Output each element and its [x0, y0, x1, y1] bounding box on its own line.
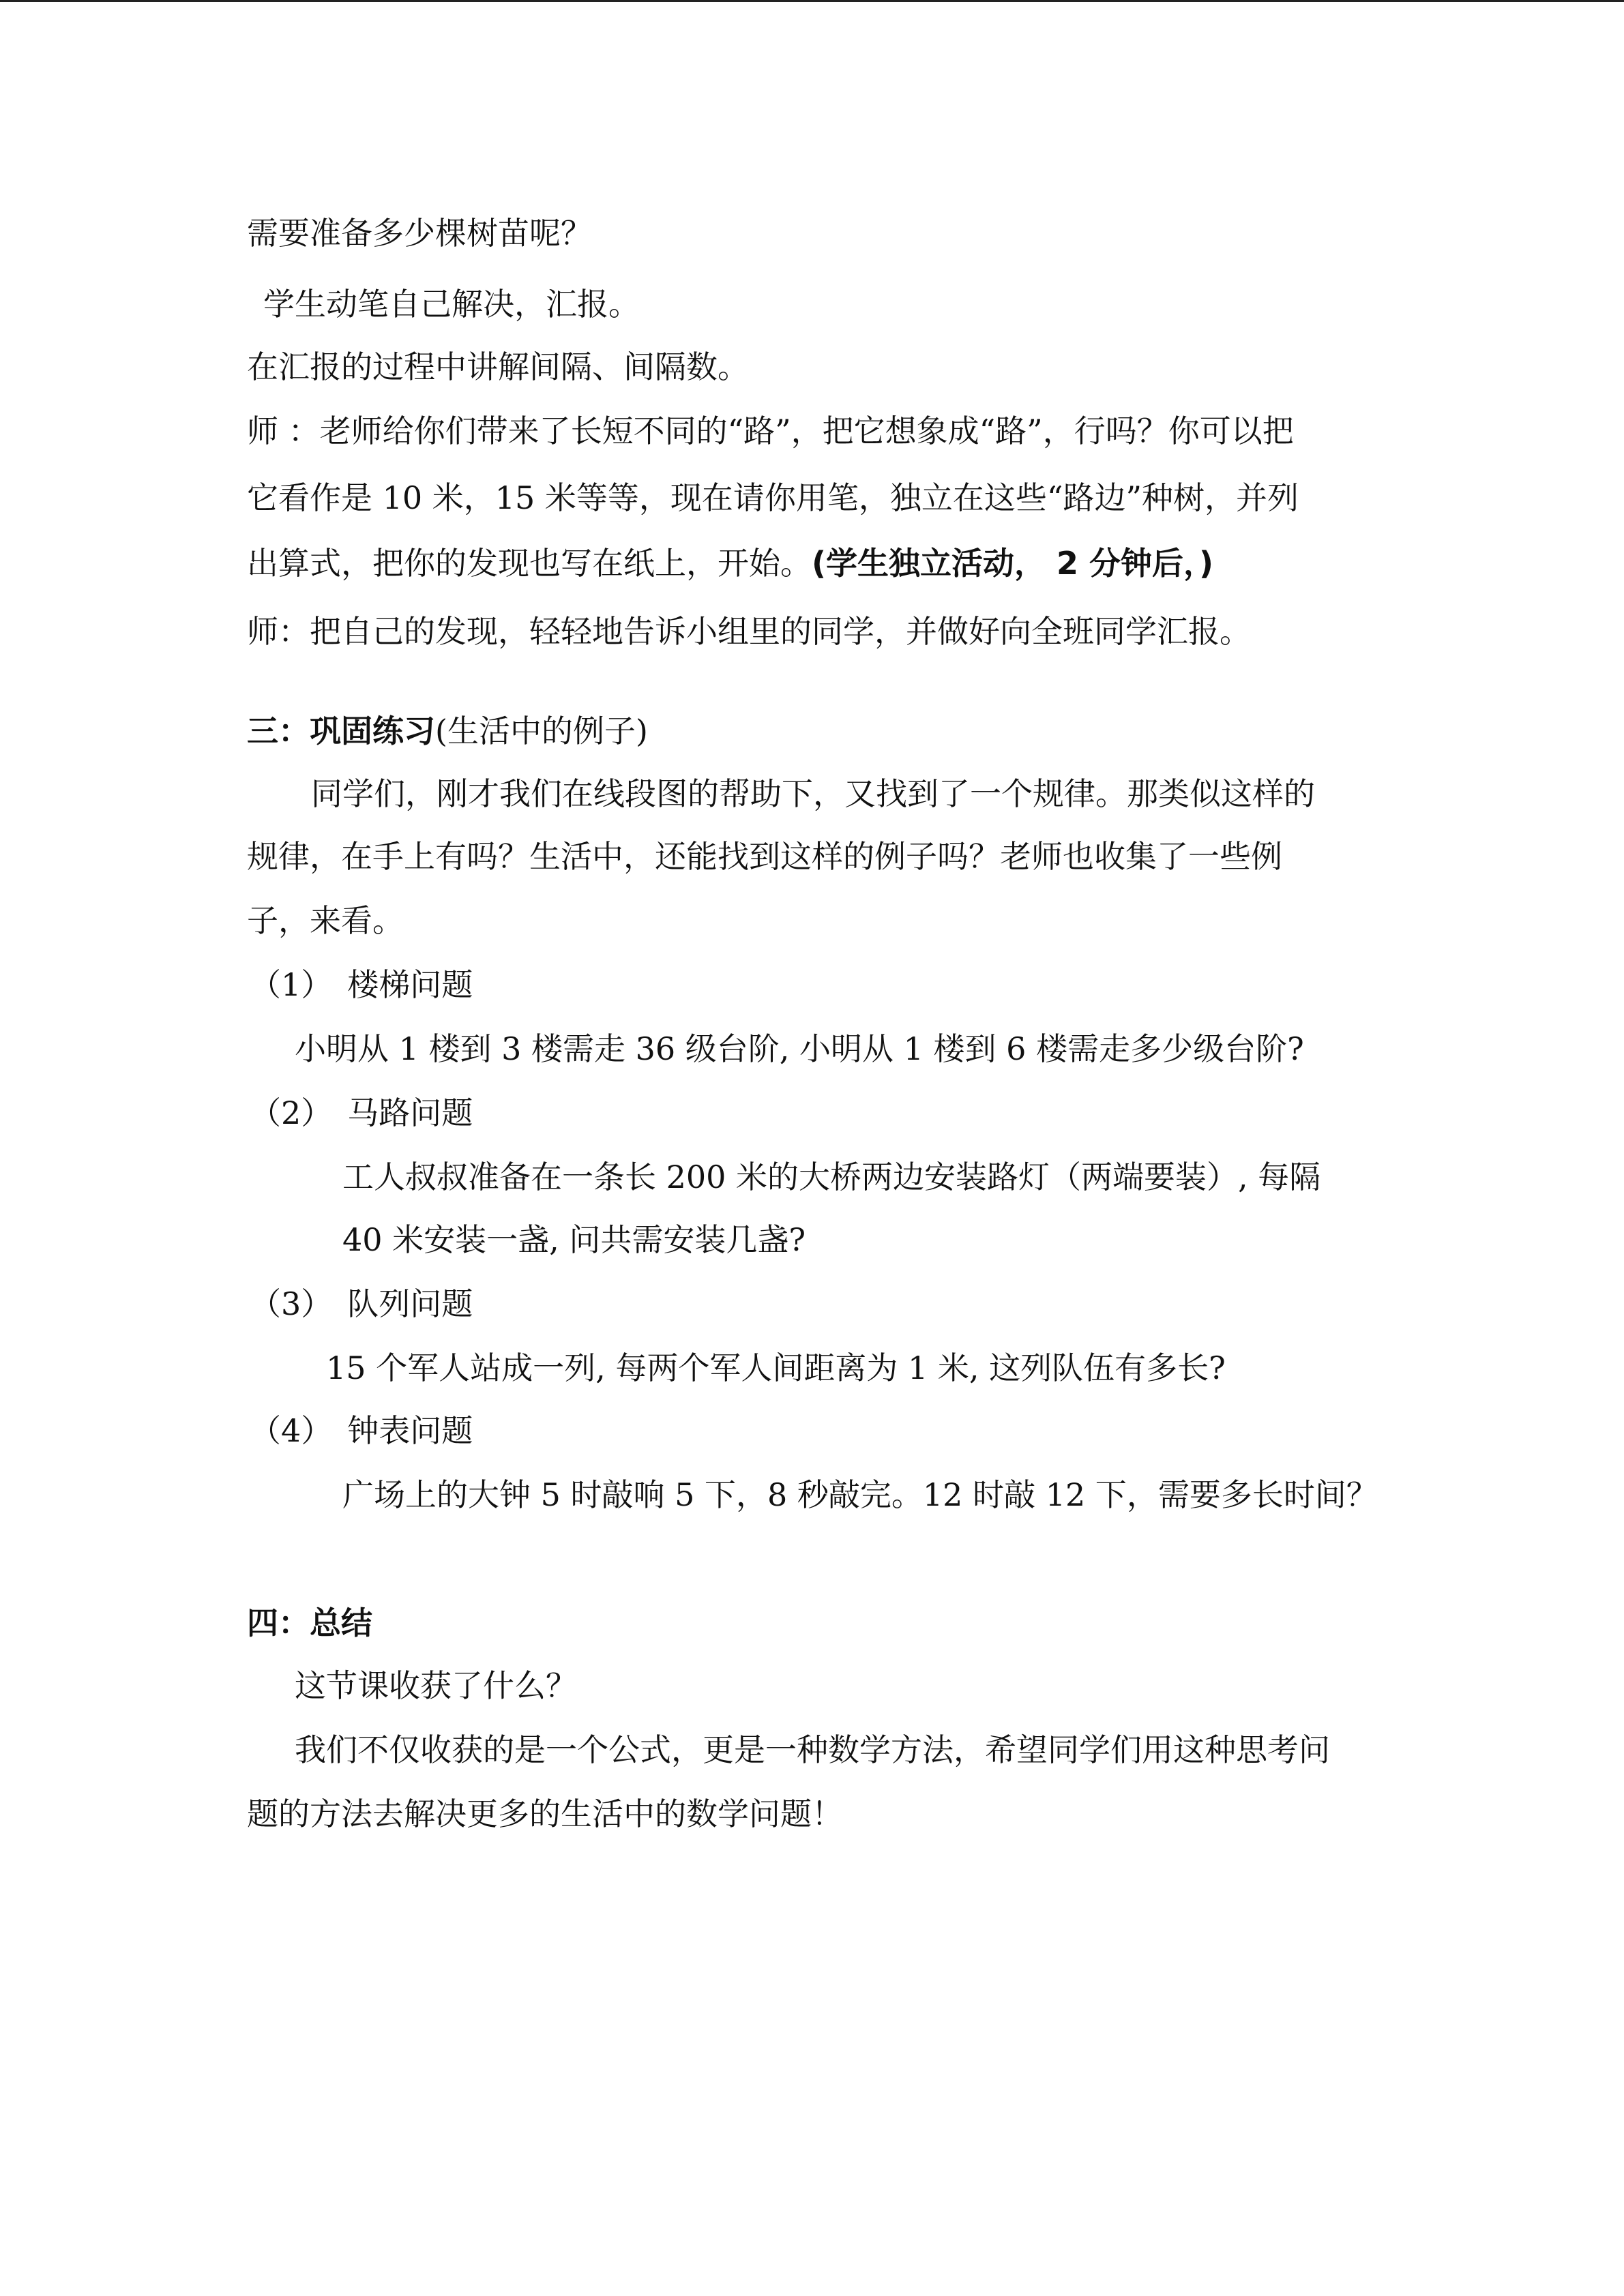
- problem-heading: [250, 1410, 473, 1451]
- problem-text: 广场上的大钟 5 时敲响 5 下，8 秒敲完。12 时敲 12 下，需要多长时间？: [342, 1476, 1378, 1513]
- problem-number: （2）: [250, 1094, 333, 1131]
- problem-number: （1）: [250, 966, 333, 1003]
- paragraph-line: 我们不仅收获的是一个公式，更是一种数学方法，希望同学们用这种思考问: [295, 1731, 1330, 1768]
- text-line: 它看作是 10 米，15 米等等，现在请你用笔，独立在这些“路边”种树，并列: [247, 479, 1299, 516]
- problem-title: 队列问题: [347, 1285, 473, 1322]
- paragraph-line: 子，来看。: [247, 902, 404, 939]
- paragraph-line: 同学们，刚才我们在线段图的帮助下，又找到了一个规律。那类似这样的: [311, 775, 1315, 812]
- paragraph-line: 题的方法去解决更多的生活中的数学问题！: [247, 1795, 843, 1832]
- problem-heading: [250, 964, 473, 1005]
- section-heading-rest: (生活中的例子): [435, 713, 648, 749]
- problem-text: 15 个军人站成一列, 每两个军人间距离为 1 米, 这列队伍有多长?: [326, 1350, 1226, 1386]
- problem-number: （3）: [250, 1285, 333, 1322]
- problem-heading: [250, 1092, 473, 1133]
- text-line: [247, 543, 1213, 584]
- section-heading: [247, 711, 648, 751]
- text-line: 师 ：老师给你们带来了长短不同的“路”，把它想象成“路”，行吗？你可以把: [247, 413, 1294, 449]
- problem-title: 楼梯问题: [347, 966, 473, 1003]
- problem-text: 小明从 1 楼到 3 楼需走 36 级台阶, 小明从 1 楼到 6 楼需走多少级台阶?: [295, 1030, 1304, 1067]
- section-heading-bold: 三：巩固练习: [247, 713, 435, 749]
- problem-text: 工人叔叔准备在一条长 200 米的大桥两边安装路灯（两端要装）, 每隔: [342, 1159, 1321, 1195]
- problem-title: 钟表问题: [347, 1412, 473, 1449]
- text-line: 需要准备多少棵树苗呢？: [247, 215, 592, 252]
- paragraph-line: 这节课收获了什么？: [295, 1667, 577, 1704]
- paragraph-line: 规律，在手上有吗？生活中，还能找到这样的例子吗？老师也收集了一些例: [247, 838, 1282, 875]
- problem-text: 40 米安装一盏, 问共需安装几盏?: [342, 1221, 806, 1258]
- text-line: 在汇报的过程中讲解间隔、间隔数。: [247, 348, 749, 385]
- problem-number: （4）: [250, 1412, 333, 1449]
- problem-heading: [250, 1283, 473, 1324]
- text-run: 出算式，把你的发现也写在纸上，开始。: [247, 545, 812, 582]
- text-line: 学生动笔自己解决，汇报。: [263, 286, 640, 323]
- text-line: 师：把自己的发现，轻轻地告诉小组里的同学，并做好向全班同学汇报。: [247, 613, 1251, 650]
- section-heading: 四：总结: [247, 1605, 372, 1641]
- problem-title: 马路问题: [347, 1094, 473, 1131]
- bold-note: (学生独立活动， 2 分钟后，): [812, 545, 1214, 582]
